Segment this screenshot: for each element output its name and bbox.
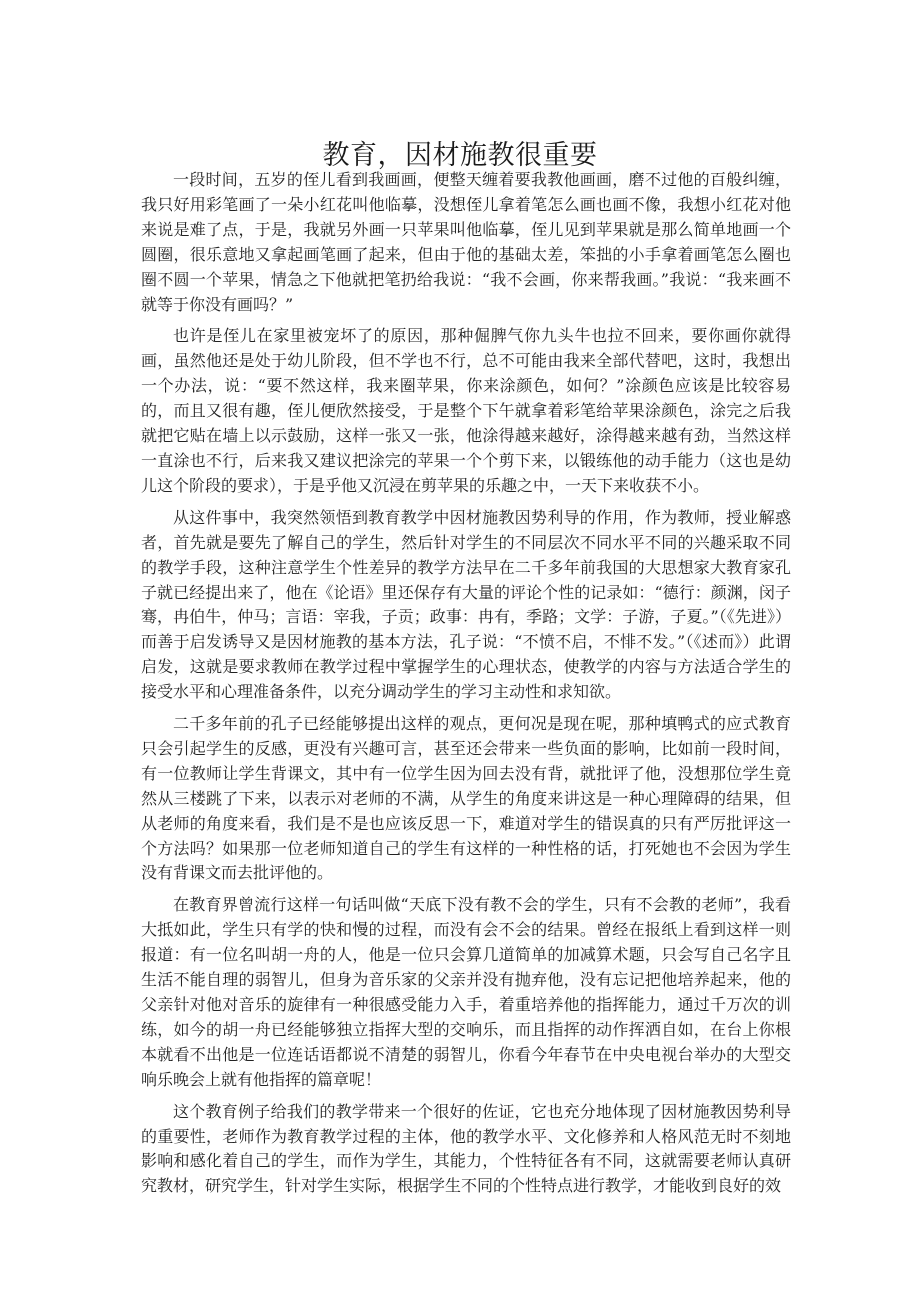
paragraph-6: 这个教育例子给我们的教学带来一个很好的佐证，它也充分地体现了因材施教因势利导的重要性，老师作为教育教学过程的主体，他的教学水平、文化修养和人格风范无时不刻地影响和感化着自己的学生，而作为学生，其能力，个性特征各有不同，这就需要老师认真研究教材，研究学生，针对学生实际，根据学生不同的个性特点进行教学，才能收到良好的效 (141, 1101, 791, 1196)
paragraph-3: 从这件事中，我突然领悟到教育教学中因材施教因势利导的作用，作为教师，授业解惑者，首先就是要先了解自己的学生，然后针对学生的不同层次不同水平不同的兴趣采取不同的教学手段，这种注意学生个性差异的教学方法早在二千多年前我国的大思想家大教育家孔子就已经提出来了，他在《论语》里还保存有大量的评论个性的记录如：“德行：颜渊，闵子骞，冉伯牛，仲马；言语：宰我，子贡；政事：冉有，季路；文学：子游，子夏。”（《先进》）而善于启发诱导又是因材施教的基本方法，孔子说：“不愤不启，不悱不发。”（《述而》）此谓启发，这就是要求教师在教学过程中掌握学生的心理状态，使教学的内容与方法适合学生的接受水平和心理准备条件，以充分调动学生的学习主动性和求知欲。 (141, 507, 791, 702)
paragraph-5: 在教育界曾流行这样一句话叫做“天底下没有教不会的学生，只有不会教的老师”，我看大抵如此，学生只有学的快和慢的过程，而没有会不会的结果。曾经在报纸上看到这样一则报道：有一位名叫胡一舟的人，他是一位只会算几道简单的加减算术题，只会写自己名字且生活不能自理的弱智儿，但身为音乐家的父亲并没有抛弃他，没有忘记把他培养起来，他的父亲针对他对音乐的旋律有一种很感受能力入手，着重培养他的指挥能力，通过千万次的训练，如今的胡一舟已经能够独立指挥大型的交响乐，而且指挥的动作挥洒自如，在台上你根本就看不出他是一位连话语都说不清楚的弱智儿，你看今年春节在中央电视台举办的大型交响乐晚会上就有他指挥的篇章呢！ (141, 895, 791, 1089)
paragraph-4: 二千多年前的孔子已经能够提出这样的观点，更何况是现在呢，那种填鸭式的应式教育只会引起学生的反感，更没有兴趣可言，甚至还会带来一些负面的影响，比如前一段时间，有一位教师让学生背课文，其中有一位学生因为回去没有背，就批评了他，没想那位学生竟然从三楼跳了下来，以表示对老师的不满，从学生的角度来讲这是一种心理障碍的结果，但从老师的角度来看，我们是不是也应该反思一下，难道对学生的错误真的只有严厉批评这一个方法吗？如果那一位老师知道自己的学生有这样的一种性格的话，打死她也不会因为学生没有背课文而去批评他的。 (141, 714, 791, 883)
paragraph-2: 也许是侄儿在家里被宠坏了的原因，那种倔脾气你九头牛也拉不回来，要你画你就得画，虽然他还是处于幼儿阶段，但不学也不行，总不可能由我来全部代替吧，这时，我想出一个办法，说：“要不然这样，我来圈苹果，你来涂颜色，如何？”涂颜色应该是比较容易的，而且又很有趣，侄儿便欣然接受，于是整个下午就拿着彩笔给苹果涂颜色，涂完之后我就把它贴在墙上以示鼓励，这样一张又一张，他涂得越来越好，涂得越来越有劲，当然这样一直涂也不行，后来我又建议把涂完的苹果一个个剪下来，以锻练他的动手能力（这也是幼儿这个阶段的要求），于是乎他又沉浸在剪苹果的乐趣之中，一天下来收获不小。 (141, 326, 791, 495)
paragraph-1: 一段时间，五岁的侄儿看到我画画，便整天缠着要我教他画画，磨不过他的百般纠缠，我只好用彩笔画了一朵小红花叫他临摹，没想侄儿拿着笔怎么画也画不像，我想小红花对他来说是难了点，于是，我就另外画一只苹果叫他临摹，侄儿见到苹果就是那么简单地画一个圆圈，很乐意地又拿起画笔画了起来，但由于他的基础太差，笨拙的小手拿着画笔怎么圈也圈不圆一个苹果，情急之下他就把笔扔给我说：“我不会画，你来帮我画。”我说：“我来画不就等于你没有画吗？” (141, 170, 791, 314)
document-title: 教育，因材施教很重要 (322, 140, 598, 172)
document-body (141, 168, 791, 1206)
